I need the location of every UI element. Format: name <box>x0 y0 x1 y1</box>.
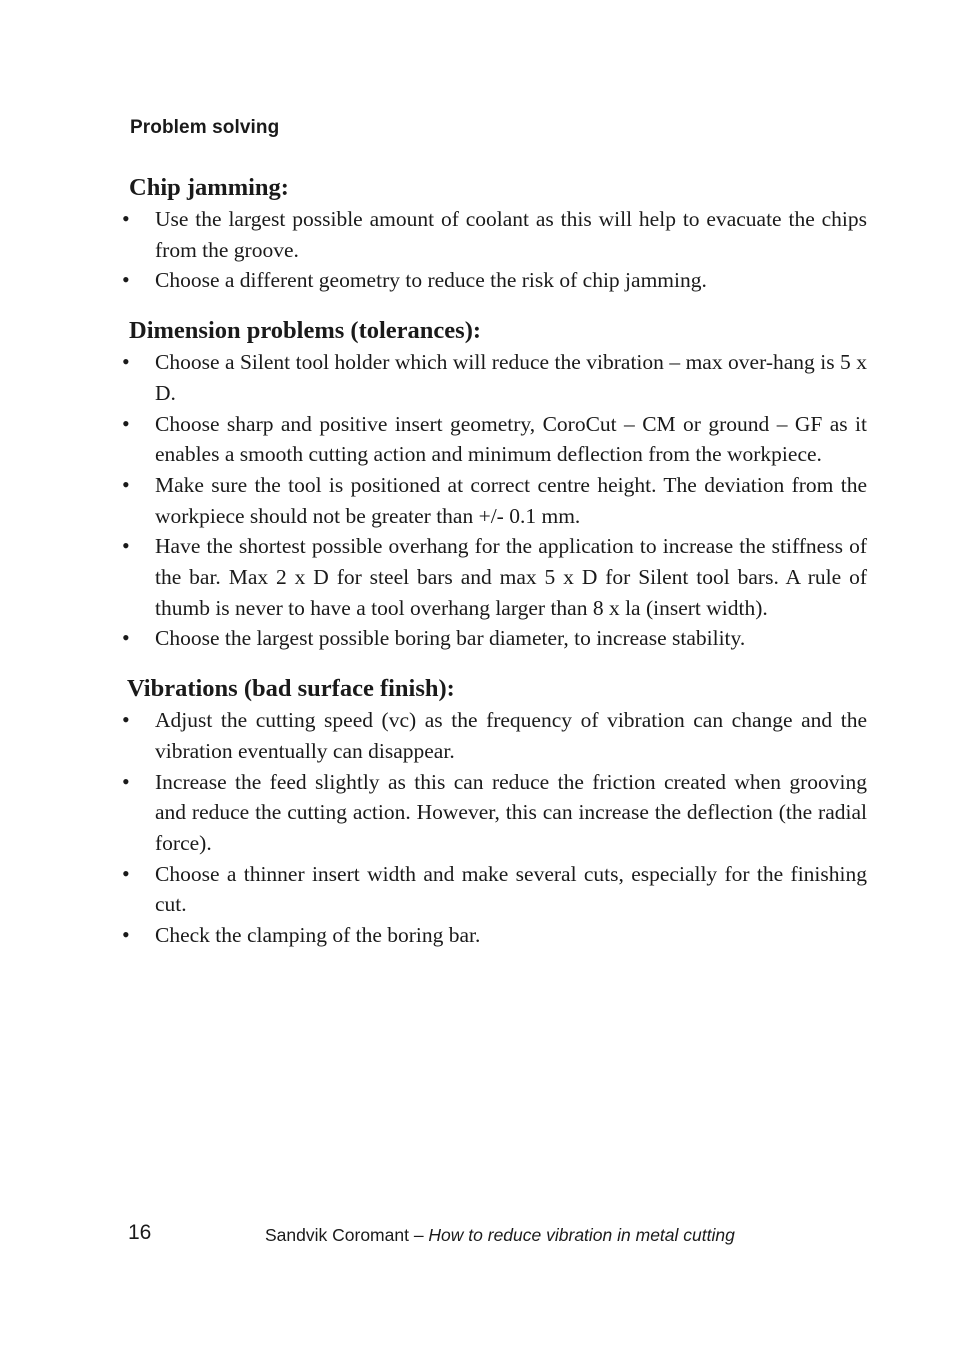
section-heading: Chip jamming: <box>129 174 289 201</box>
section-heading: Dimension problems (tolerances): <box>129 317 482 345</box>
page-number: 16 <box>128 1221 152 1244</box>
section-heading: Vibrations (bad surface finish): <box>127 675 455 703</box>
bullet-item: • Adjust the cutting speed (vc) as the frequency of vibration can change and the vibration eventually can disappear. <box>122 705 867 766</box>
bullet-item: • Have the shortest possible overhang for the application to increase the stiffness of the bar. Max 2 x D for steel bars and max 5 x D for Silent tool bars. A rule of thumb is never to have a tool overhang larger than 8 x la (insert width). <box>122 531 867 623</box>
bullet-item: • Make sure the tool is positioned at correct centre height. The deviation from the workpiece should not be greater than +/- 0.1 mm. <box>122 470 867 531</box>
bullet-item: • Choose a thinner insert width and make several cuts, especially for the finishing cut. <box>122 859 867 920</box>
footer-title: How to reduce vibration in metal cutting <box>428 1225 735 1245</box>
section-label: Problem solving <box>130 117 280 138</box>
bullet-item: • Choose a Silent tool holder which will reduce the vibration – max over-hang is 5 x D. <box>122 347 867 408</box>
section-dimension-problems <box>122 315 867 654</box>
bullet-item: • Choose the largest possible boring bar diameter, to increase stability. <box>122 623 867 654</box>
bullet-list <box>122 705 867 951</box>
bullet-item: • Choose a different geometry to reduce the risk of chip jamming. <box>122 265 867 296</box>
footer-text <box>265 1225 735 1246</box>
section-chip-jamming <box>122 172 867 296</box>
section-vibrations <box>122 673 867 951</box>
bullet-item: • Increase the feed slightly as this can reduce the friction created when grooving and reduce the cutting action. However, this can increase the deflection (the radial force). <box>122 767 867 859</box>
bullet-item: • Choose sharp and positive insert geometry, CoroCut – CM or ground – GF as it enables a smooth cutting action and minimum deflection from the workpiece. <box>122 409 867 470</box>
footer-publisher: Sandvik Coromant – <box>265 1225 429 1245</box>
bullet-item: • Use the largest possible amount of coolant as this will help to evacuate the chips from the groove. <box>122 204 867 265</box>
bullet-item: • Check the clamping of the boring bar. <box>122 920 867 951</box>
bullet-list <box>122 347 867 654</box>
content <box>122 172 867 970</box>
bullet-list <box>122 204 867 296</box>
